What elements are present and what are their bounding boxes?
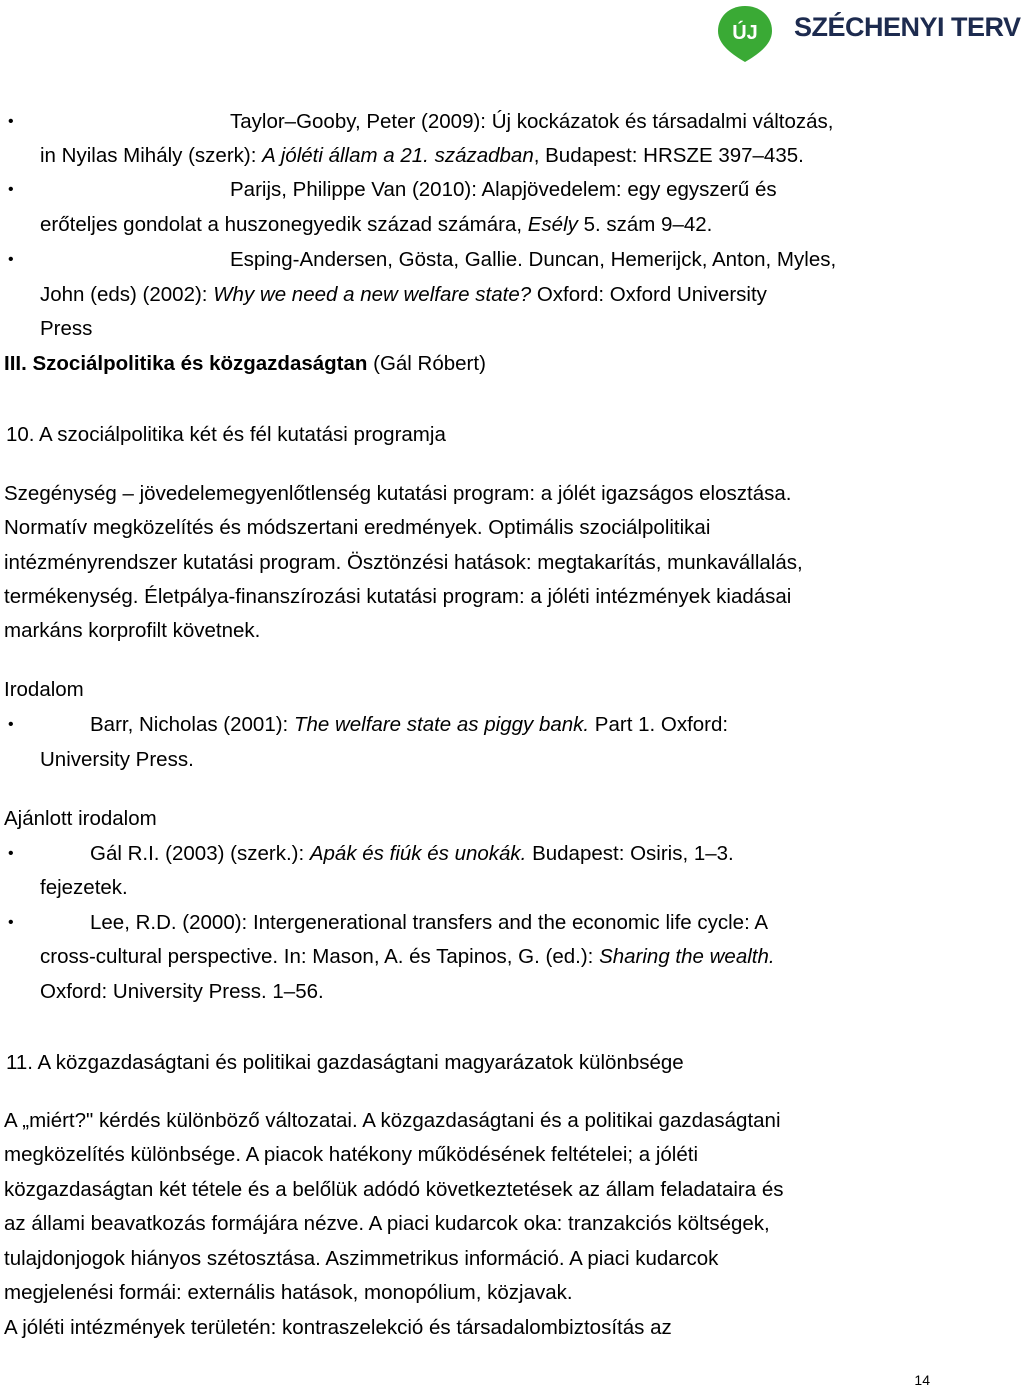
paragraph-line: A „miért?" kérdés különböző változatai. A közgazdaságtani és a politikai gazdaságtani (4, 1109, 781, 1132)
paragraph-line: megjelenési formái: externális hatások, monopólium, közjavak. (4, 1281, 573, 1304)
paragraph-line: termékenység. Életpálya-finanszírozási kutatási program: a jóléti intézmények kiadásai (4, 585, 792, 608)
literature-line2: University Press. (40, 748, 194, 771)
recommended-heading: Ajánlott irodalom (4, 807, 157, 830)
ref1-line2: in Nyilas Mihály (szerk): A jóléti állam a 21. században, Budapest: HRSZE 397–435. (40, 144, 804, 167)
ref3-line2: John (eds) (2002): Why we need a new welfare state? Oxford: Oxford University (40, 283, 767, 306)
recommended1-line2: fejezetek. (40, 876, 128, 899)
bullet-icon: • (8, 716, 14, 733)
recommended2-line1: Lee, R.D. (2000): Intergenerational transfers and the economic life cycle: A (90, 911, 769, 934)
literature-heading: Irodalom (4, 678, 84, 701)
bullet-icon: • (8, 845, 14, 862)
ref3-line1: Esping-Andersen, Gösta, Gallie. Duncan, Hemerijck, Anton, Myles, (230, 248, 837, 271)
bullet-icon: • (8, 914, 14, 931)
paragraph-line: intézményrendszer kutatási program. Ösztönzési hatások: megtakarítás, munkavállalás, (4, 551, 803, 574)
page-number: 14 (914, 1372, 930, 1388)
paragraph-line: megközelítés különbsége. A piacok hatékony működésének feltételei; a jóléti (4, 1143, 699, 1166)
ref1-line1: Taylor–Gooby, Peter (2009): Új kockázatok és társadalmi változás, (230, 110, 834, 133)
paragraph-line: Normatív megközelítés és módszertani eredmények. Optimális szociálpolitikai (4, 516, 711, 539)
ref2-line1: Parijs, Philippe Van (2010): Alapjövedelem: egy egyszerű és (230, 178, 777, 201)
szechenyi-terv-logo (700, 2, 1021, 64)
bullet-icon: • (8, 251, 14, 268)
bullet-icon: • (8, 181, 14, 198)
ref3-line3: Press (40, 317, 93, 340)
lecture10-heading: 10. A szociálpolitika két és fél kutatási programja (6, 423, 446, 446)
lecture11-heading: 11. A közgazdaságtani és politikai gazdaságtani magyarázatok különbsége (6, 1051, 684, 1074)
recommended2-line3: Oxford: University Press. 1–56. (40, 980, 324, 1003)
map-pin-logo-icon (700, 2, 790, 64)
logo-badge-text: ÚJ (732, 22, 758, 44)
recommended2-line2: cross-cultural perspective. In: Mason, A. és Tapinos, G. (ed.): Sharing the wealth. (40, 945, 775, 968)
section-heading: III. Szociálpolitika és közgazdaságtan (Gál Róbert) (4, 352, 486, 375)
paragraph-line: markáns korprofilt követnek. (4, 619, 261, 642)
paragraph-line: Szegénység – jövedelemegyenlőtlenség kutatási program: a jólét igazságos elosztása. (4, 482, 792, 505)
paragraph-line: az állami beavatkozás formájára nézve. A piaci kudarcok oka: tranzakciós költségek, (4, 1212, 770, 1235)
recommended1-line1: Gál R.I. (2003) (szerk.): Apák és fiúk és unokák. Budapest: Osiris, 1–3. (90, 842, 734, 865)
ref2-line2: erőteljes gondolat a huszonegyedik század számára, Esély 5. szám 9–42. (40, 213, 713, 236)
literature-line1: Barr, Nicholas (2001): The welfare state as piggy bank. Part 1. Oxford: (90, 713, 729, 736)
paragraph-line: A jóléti intézmények területén: kontraszelekció és társadalombiztosítás az (4, 1316, 672, 1339)
paragraph-line: közgazdaságtan két tétele és a belőlük adódó következtetések az állam feladataira és (4, 1178, 784, 1201)
paragraph-line: tulajdonjogok hiányos szétosztása. Aszimmetrikus információ. A piaci kudarcok (4, 1247, 719, 1270)
bullet-icon: • (8, 113, 14, 130)
logo-text: SZÉCHENYI TERV (794, 12, 1021, 42)
